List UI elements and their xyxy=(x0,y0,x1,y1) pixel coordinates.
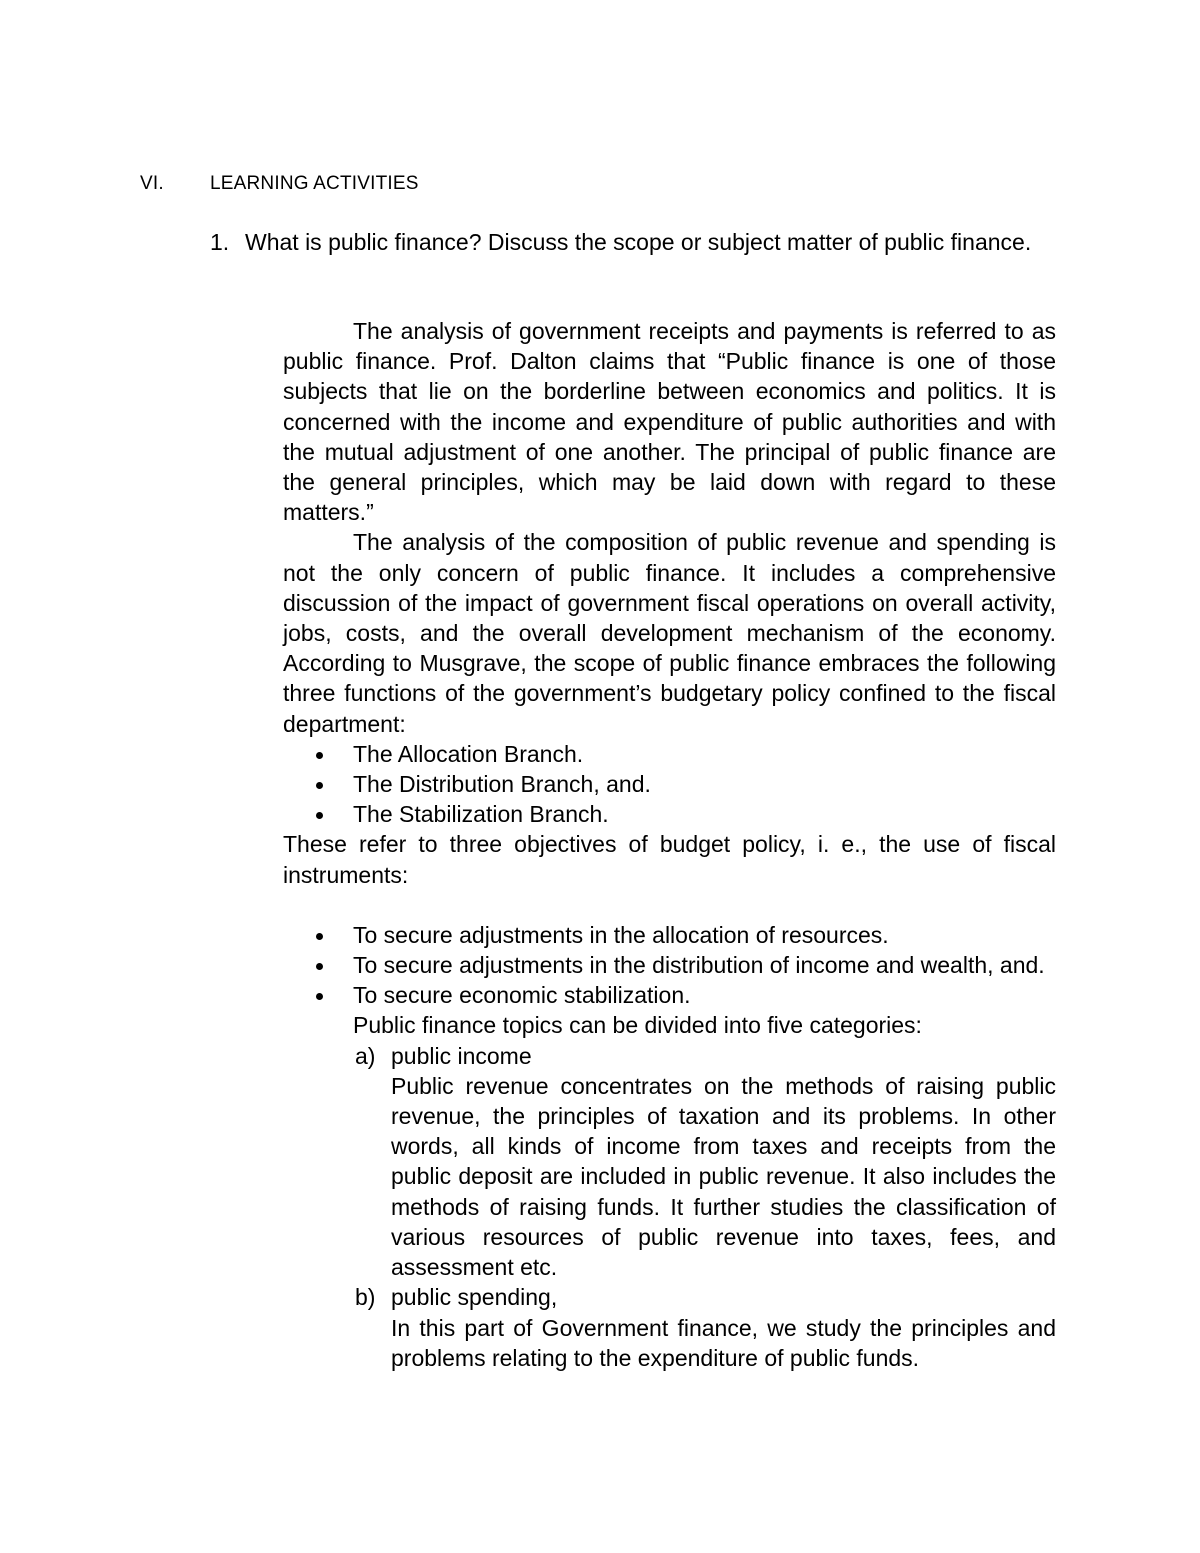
branch-text: The Distribution Branch, and. xyxy=(353,771,651,798)
question-text: What is public finance? Discuss the scope or subject matter of public finance. xyxy=(245,229,1032,255)
paragraph-dalton: The analysis of government receipts and payments is referred to as public finance. Prof. Dalton claims that “Public finance is one of those subjects that lie on the borderline between economics and politics. It is concerned with the income and expenditure of public authorities and with the mutual adjustment of one another. The principal of public finance are the general principles, which may be laid down with regard to these matters.” xyxy=(283,318,1056,526)
objective-text: To secure adjustments in the distribution of income and wealth, and. xyxy=(353,952,1045,979)
list-item xyxy=(283,920,1056,950)
section-number: VI. xyxy=(140,173,164,194)
question-number: 1. xyxy=(210,229,230,255)
branches-list xyxy=(283,739,1056,830)
list-item xyxy=(283,980,1056,1010)
bullet-icon xyxy=(316,963,323,970)
category-description: Public revenue concentrates on the methods of raising public revenue, the principles of taxation and its problems. In other words, all kinds of income from taxes and receipts from the public deposit are included in public revenue. It also includes the methods of raising funds. It further studies the classification of various resources of public revenue into taxes, fees, and assessment etc. xyxy=(391,1072,1056,1281)
category-title: public spending, xyxy=(391,1284,558,1311)
category-label: b) xyxy=(355,1284,376,1311)
answer-body xyxy=(283,316,1056,1373)
objectives-list xyxy=(283,920,1056,1011)
category-item xyxy=(353,1041,1056,1283)
bullet-icon xyxy=(316,782,323,789)
list-item xyxy=(283,769,1056,799)
list-item xyxy=(283,799,1056,829)
objective-text: To secure economic stabilization. xyxy=(353,982,691,1009)
paragraph-musgrave: The analysis of the composition of public revenue and spending is not the only concern of public finance. It includes a comprehensive discussion of the impact of government fiscal operations on overall activity, jobs, costs, and the overall development mechanism of the economy. According to Musgrave, the scope of public finance embraces the following three functions of the government’s budgetary policy confined to the fiscal department: xyxy=(283,529,1056,737)
spacer xyxy=(283,890,1056,920)
paragraph-categories-intro: Public finance topics can be divided into five categories: xyxy=(353,1012,922,1039)
categories-section xyxy=(353,1010,1056,1372)
category-title: public income xyxy=(391,1042,532,1069)
bullet-icon xyxy=(316,993,323,1000)
branch-text: The Stabilization Branch. xyxy=(353,801,609,828)
bullet-icon xyxy=(316,752,323,759)
category-label: a) xyxy=(355,1042,376,1069)
category-item xyxy=(353,1282,1056,1373)
branch-text: The Allocation Branch. xyxy=(353,740,584,767)
category-description: In this part of Government finance, we study the principles and problems relating to the expenditure of public funds. xyxy=(391,1314,1056,1371)
objective-text: To secure adjustments in the allocation of resources. xyxy=(353,921,889,948)
question-item xyxy=(210,227,1056,257)
section-title: LEARNING ACTIVITIES xyxy=(210,173,419,194)
list-item xyxy=(283,739,1056,769)
paragraph-objectives: These refer to three objectives of budget policy, i. e., the use of fiscal instruments: xyxy=(283,831,1056,888)
list-item xyxy=(283,950,1056,980)
bullet-icon xyxy=(316,812,323,819)
bullet-icon xyxy=(316,933,323,940)
